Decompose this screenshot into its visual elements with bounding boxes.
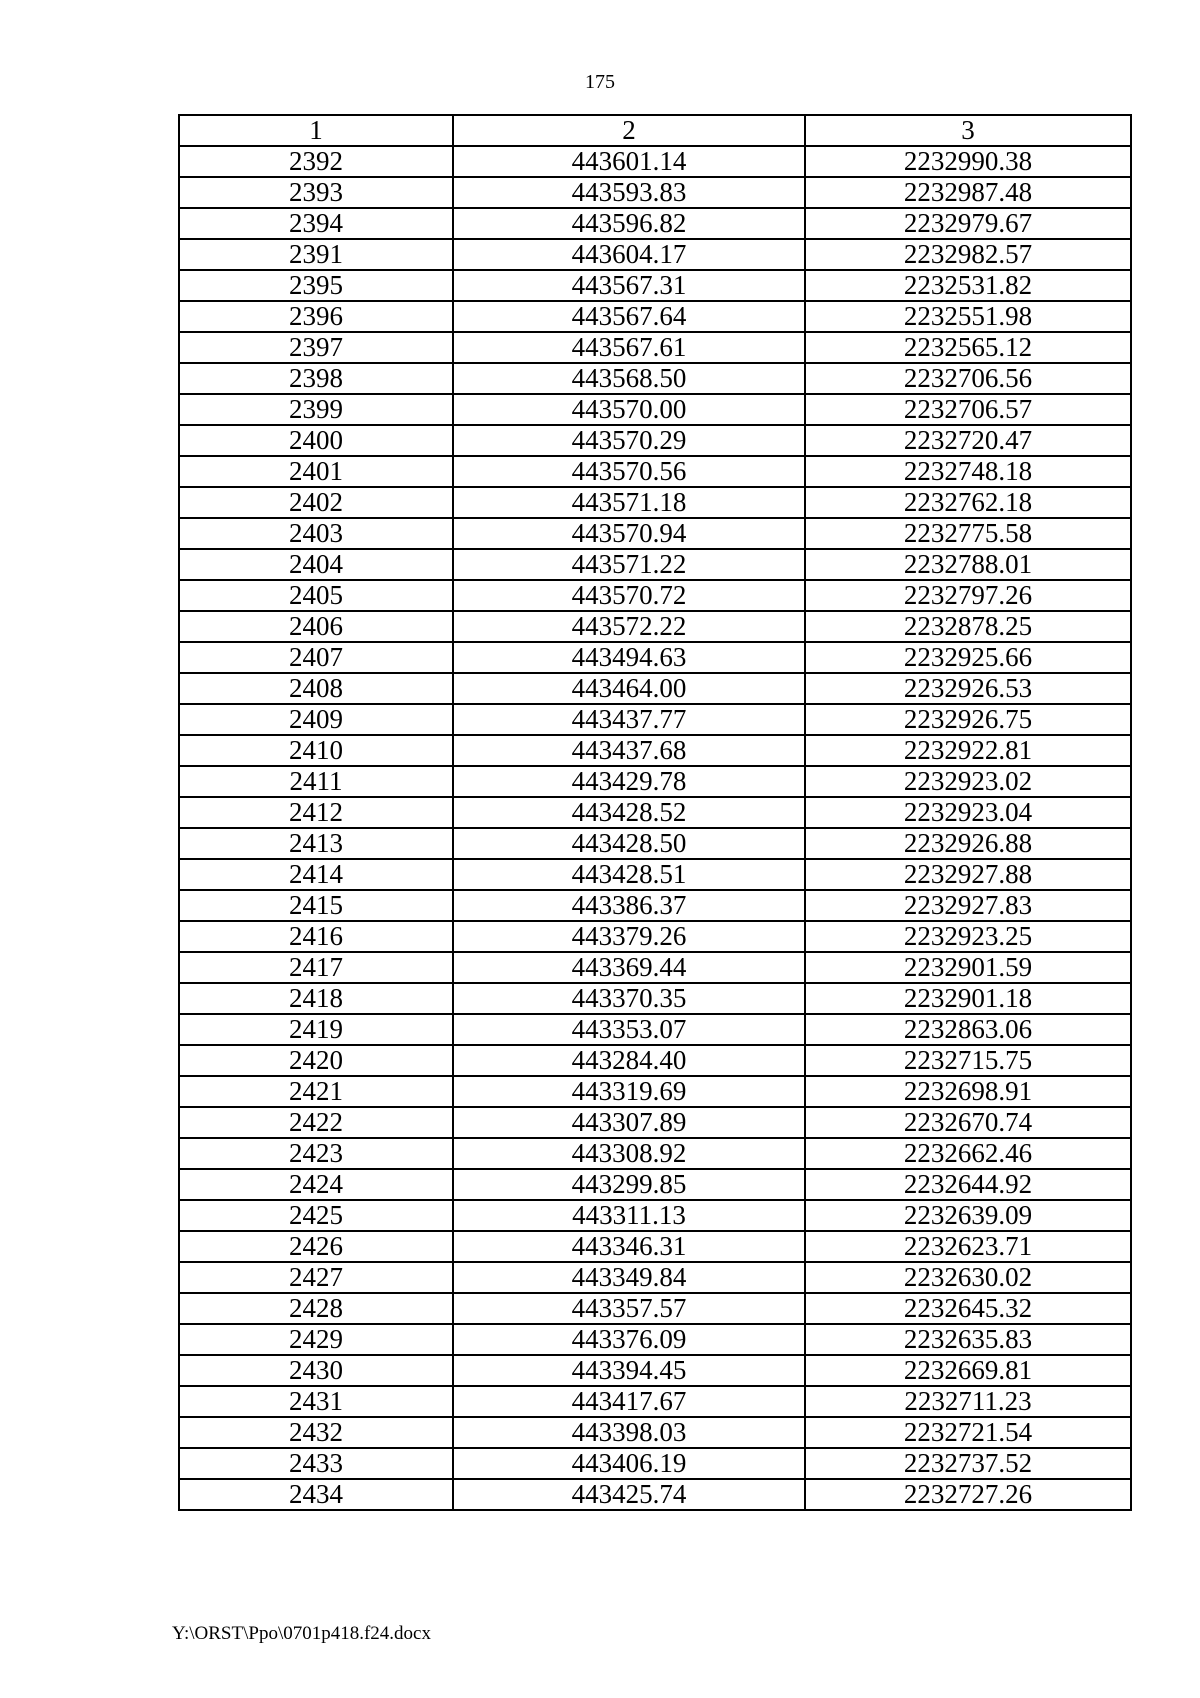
point-number-cell: 2415 [179, 890, 453, 921]
y-coordinate-cell: 2232863.06 [805, 1014, 1131, 1045]
x-coordinate-cell: 443604.17 [453, 239, 805, 270]
point-number-cell: 2434 [179, 1479, 453, 1510]
point-number-cell: 2409 [179, 704, 453, 735]
point-number-cell: 2425 [179, 1200, 453, 1231]
y-coordinate-cell: 2232748.18 [805, 456, 1131, 487]
y-coordinate-cell: 2232901.59 [805, 952, 1131, 983]
x-coordinate-cell: 443425.74 [453, 1479, 805, 1510]
point-number-cell: 2426 [179, 1231, 453, 1262]
y-coordinate-cell: 2232925.66 [805, 642, 1131, 673]
x-coordinate-cell: 443428.51 [453, 859, 805, 890]
point-number-cell: 2420 [179, 1045, 453, 1076]
x-coordinate-cell: 443572.22 [453, 611, 805, 642]
table-row [179, 239, 1131, 270]
point-number-cell: 2398 [179, 363, 453, 394]
document-path-footer: Y:\ORST\Ppo\0701p418.f24.docx [172, 1623, 431, 1644]
table-row [179, 487, 1131, 518]
point-number-cell: 2424 [179, 1169, 453, 1200]
table-row [179, 270, 1131, 301]
table-row [179, 735, 1131, 766]
y-coordinate-cell: 2232669.81 [805, 1355, 1131, 1386]
point-number-cell: 2402 [179, 487, 453, 518]
x-coordinate-cell: 443570.72 [453, 580, 805, 611]
table-row [179, 921, 1131, 952]
point-number-cell: 2431 [179, 1386, 453, 1417]
point-number-cell: 2416 [179, 921, 453, 952]
table-row [179, 1417, 1131, 1448]
x-coordinate-cell: 443570.00 [453, 394, 805, 425]
y-coordinate-cell: 2232706.56 [805, 363, 1131, 394]
y-coordinate-cell: 2232706.57 [805, 394, 1131, 425]
point-number-cell: 2407 [179, 642, 453, 673]
table-row [179, 1324, 1131, 1355]
x-coordinate-cell: 443437.77 [453, 704, 805, 735]
point-number-cell: 2418 [179, 983, 453, 1014]
table-row [179, 1138, 1131, 1169]
point-number-cell: 2430 [179, 1355, 453, 1386]
x-coordinate-cell: 443568.50 [453, 363, 805, 394]
x-coordinate-cell: 443428.50 [453, 828, 805, 859]
point-number-cell: 2423 [179, 1138, 453, 1169]
x-coordinate-cell: 443567.64 [453, 301, 805, 332]
y-coordinate-cell: 2232762.18 [805, 487, 1131, 518]
x-coordinate-cell: 443369.44 [453, 952, 805, 983]
point-number-cell: 2405 [179, 580, 453, 611]
y-coordinate-cell: 2232979.67 [805, 208, 1131, 239]
table-row [179, 549, 1131, 580]
table-row [179, 859, 1131, 890]
y-coordinate-cell: 2232797.26 [805, 580, 1131, 611]
table-row [179, 425, 1131, 456]
table-row [179, 673, 1131, 704]
y-coordinate-cell: 2232922.81 [805, 735, 1131, 766]
table-row [179, 1355, 1131, 1386]
point-number-cell: 2427 [179, 1262, 453, 1293]
table-row [179, 177, 1131, 208]
point-number-cell: 2400 [179, 425, 453, 456]
x-coordinate-cell: 443570.94 [453, 518, 805, 549]
table-row [179, 456, 1131, 487]
y-coordinate-cell: 2232926.75 [805, 704, 1131, 735]
table-row [179, 828, 1131, 859]
point-number-cell: 2393 [179, 177, 453, 208]
y-coordinate-cell: 2232878.25 [805, 611, 1131, 642]
point-number-cell: 2404 [179, 549, 453, 580]
point-number-cell: 2396 [179, 301, 453, 332]
table-row [179, 1076, 1131, 1107]
point-number-cell: 2410 [179, 735, 453, 766]
table-row [179, 642, 1131, 673]
x-coordinate-cell: 443567.61 [453, 332, 805, 363]
x-coordinate-cell: 443308.92 [453, 1138, 805, 1169]
point-number-cell: 2421 [179, 1076, 453, 1107]
table-row [179, 146, 1131, 177]
table-row [179, 208, 1131, 239]
table-row [179, 983, 1131, 1014]
column-header-2: 2 [453, 115, 805, 146]
y-coordinate-cell: 2232662.46 [805, 1138, 1131, 1169]
x-coordinate-cell: 443567.31 [453, 270, 805, 301]
x-coordinate-cell: 443376.09 [453, 1324, 805, 1355]
y-coordinate-cell: 2232670.74 [805, 1107, 1131, 1138]
point-number-cell: 2408 [179, 673, 453, 704]
x-coordinate-cell: 443357.57 [453, 1293, 805, 1324]
x-coordinate-cell: 443428.52 [453, 797, 805, 828]
table-row [179, 518, 1131, 549]
x-coordinate-cell: 443353.07 [453, 1014, 805, 1045]
x-coordinate-cell: 443570.56 [453, 456, 805, 487]
y-coordinate-cell: 2232623.71 [805, 1231, 1131, 1262]
y-coordinate-cell: 2232565.12 [805, 332, 1131, 363]
table-row [179, 1479, 1131, 1510]
column-header-3: 3 [805, 115, 1131, 146]
y-coordinate-cell: 2232551.98 [805, 301, 1131, 332]
point-number-cell: 2422 [179, 1107, 453, 1138]
table-row [179, 704, 1131, 735]
y-coordinate-cell: 2232990.38 [805, 146, 1131, 177]
table-body [179, 146, 1131, 1510]
point-number-cell: 2392 [179, 146, 453, 177]
x-coordinate-cell: 443464.00 [453, 673, 805, 704]
y-coordinate-cell: 2232635.83 [805, 1324, 1131, 1355]
table-row [179, 1293, 1131, 1324]
y-coordinate-cell: 2232788.01 [805, 549, 1131, 580]
coordinates-table [178, 114, 1132, 1511]
table-row [179, 611, 1131, 642]
x-coordinate-cell: 443398.03 [453, 1417, 805, 1448]
y-coordinate-cell: 2232923.02 [805, 766, 1131, 797]
table-row [179, 1169, 1131, 1200]
point-number-cell: 2401 [179, 456, 453, 487]
y-coordinate-cell: 2232727.26 [805, 1479, 1131, 1510]
y-coordinate-cell: 2232720.47 [805, 425, 1131, 456]
x-coordinate-cell: 443346.31 [453, 1231, 805, 1262]
y-coordinate-cell: 2232715.75 [805, 1045, 1131, 1076]
y-coordinate-cell: 2232639.09 [805, 1200, 1131, 1231]
point-number-cell: 2417 [179, 952, 453, 983]
x-coordinate-cell: 443601.14 [453, 146, 805, 177]
point-number-cell: 2397 [179, 332, 453, 363]
x-coordinate-cell: 443429.78 [453, 766, 805, 797]
x-coordinate-cell: 443593.83 [453, 177, 805, 208]
y-coordinate-cell: 2232721.54 [805, 1417, 1131, 1448]
table-row [179, 1107, 1131, 1138]
y-coordinate-cell: 2232630.02 [805, 1262, 1131, 1293]
column-header-1: 1 [179, 115, 453, 146]
x-coordinate-cell: 443386.37 [453, 890, 805, 921]
table-row [179, 797, 1131, 828]
x-coordinate-cell: 443349.84 [453, 1262, 805, 1293]
point-number-cell: 2412 [179, 797, 453, 828]
point-number-cell: 2403 [179, 518, 453, 549]
table-row [179, 394, 1131, 425]
point-number-cell: 2429 [179, 1324, 453, 1355]
y-coordinate-cell: 2232923.04 [805, 797, 1131, 828]
point-number-cell: 2406 [179, 611, 453, 642]
y-coordinate-cell: 2232927.88 [805, 859, 1131, 890]
table-row [179, 1231, 1131, 1262]
table-row [179, 952, 1131, 983]
point-number-cell: 2413 [179, 828, 453, 859]
x-coordinate-cell: 443394.45 [453, 1355, 805, 1386]
point-number-cell: 2433 [179, 1448, 453, 1479]
x-coordinate-cell: 443437.68 [453, 735, 805, 766]
table-row [179, 1045, 1131, 1076]
point-number-cell: 2394 [179, 208, 453, 239]
x-coordinate-cell: 443571.22 [453, 549, 805, 580]
table-row [179, 1448, 1131, 1479]
point-number-cell: 2428 [179, 1293, 453, 1324]
y-coordinate-cell: 2232923.25 [805, 921, 1131, 952]
y-coordinate-cell: 2232901.18 [805, 983, 1131, 1014]
point-number-cell: 2411 [179, 766, 453, 797]
x-coordinate-cell: 443571.18 [453, 487, 805, 518]
point-number-cell: 2432 [179, 1417, 453, 1448]
table-header [179, 115, 1131, 146]
x-coordinate-cell: 443494.63 [453, 642, 805, 673]
y-coordinate-cell: 2232926.88 [805, 828, 1131, 859]
table-row [179, 1262, 1131, 1293]
x-coordinate-cell: 443596.82 [453, 208, 805, 239]
table-row [179, 1200, 1131, 1231]
table-row [179, 890, 1131, 921]
table-row [179, 1014, 1131, 1045]
page-number: 175 [585, 71, 615, 93]
y-coordinate-cell: 2232775.58 [805, 518, 1131, 549]
x-coordinate-cell: 443417.67 [453, 1386, 805, 1417]
x-coordinate-cell: 443570.29 [453, 425, 805, 456]
y-coordinate-cell: 2232926.53 [805, 673, 1131, 704]
x-coordinate-cell: 443311.13 [453, 1200, 805, 1231]
table-row [179, 580, 1131, 611]
y-coordinate-cell: 2232927.83 [805, 890, 1131, 921]
table-row [179, 766, 1131, 797]
y-coordinate-cell: 2232982.57 [805, 239, 1131, 270]
point-number-cell: 2395 [179, 270, 453, 301]
table-row [179, 363, 1131, 394]
x-coordinate-cell: 443406.19 [453, 1448, 805, 1479]
y-coordinate-cell: 2232645.32 [805, 1293, 1131, 1324]
table-row [179, 1386, 1131, 1417]
table-row [179, 332, 1131, 363]
y-coordinate-cell: 2232987.48 [805, 177, 1131, 208]
table-header-row [179, 115, 1131, 146]
x-coordinate-cell: 443307.89 [453, 1107, 805, 1138]
x-coordinate-cell: 443284.40 [453, 1045, 805, 1076]
x-coordinate-cell: 443299.85 [453, 1169, 805, 1200]
x-coordinate-cell: 443370.35 [453, 983, 805, 1014]
x-coordinate-cell: 443319.69 [453, 1076, 805, 1107]
point-number-cell: 2419 [179, 1014, 453, 1045]
point-number-cell: 2399 [179, 394, 453, 425]
y-coordinate-cell: 2232644.92 [805, 1169, 1131, 1200]
y-coordinate-cell: 2232737.52 [805, 1448, 1131, 1479]
table-row [179, 301, 1131, 332]
y-coordinate-cell: 2232531.82 [805, 270, 1131, 301]
point-number-cell: 2414 [179, 859, 453, 890]
y-coordinate-cell: 2232698.91 [805, 1076, 1131, 1107]
y-coordinate-cell: 2232711.23 [805, 1386, 1131, 1417]
x-coordinate-cell: 443379.26 [453, 921, 805, 952]
point-number-cell: 2391 [179, 239, 453, 270]
